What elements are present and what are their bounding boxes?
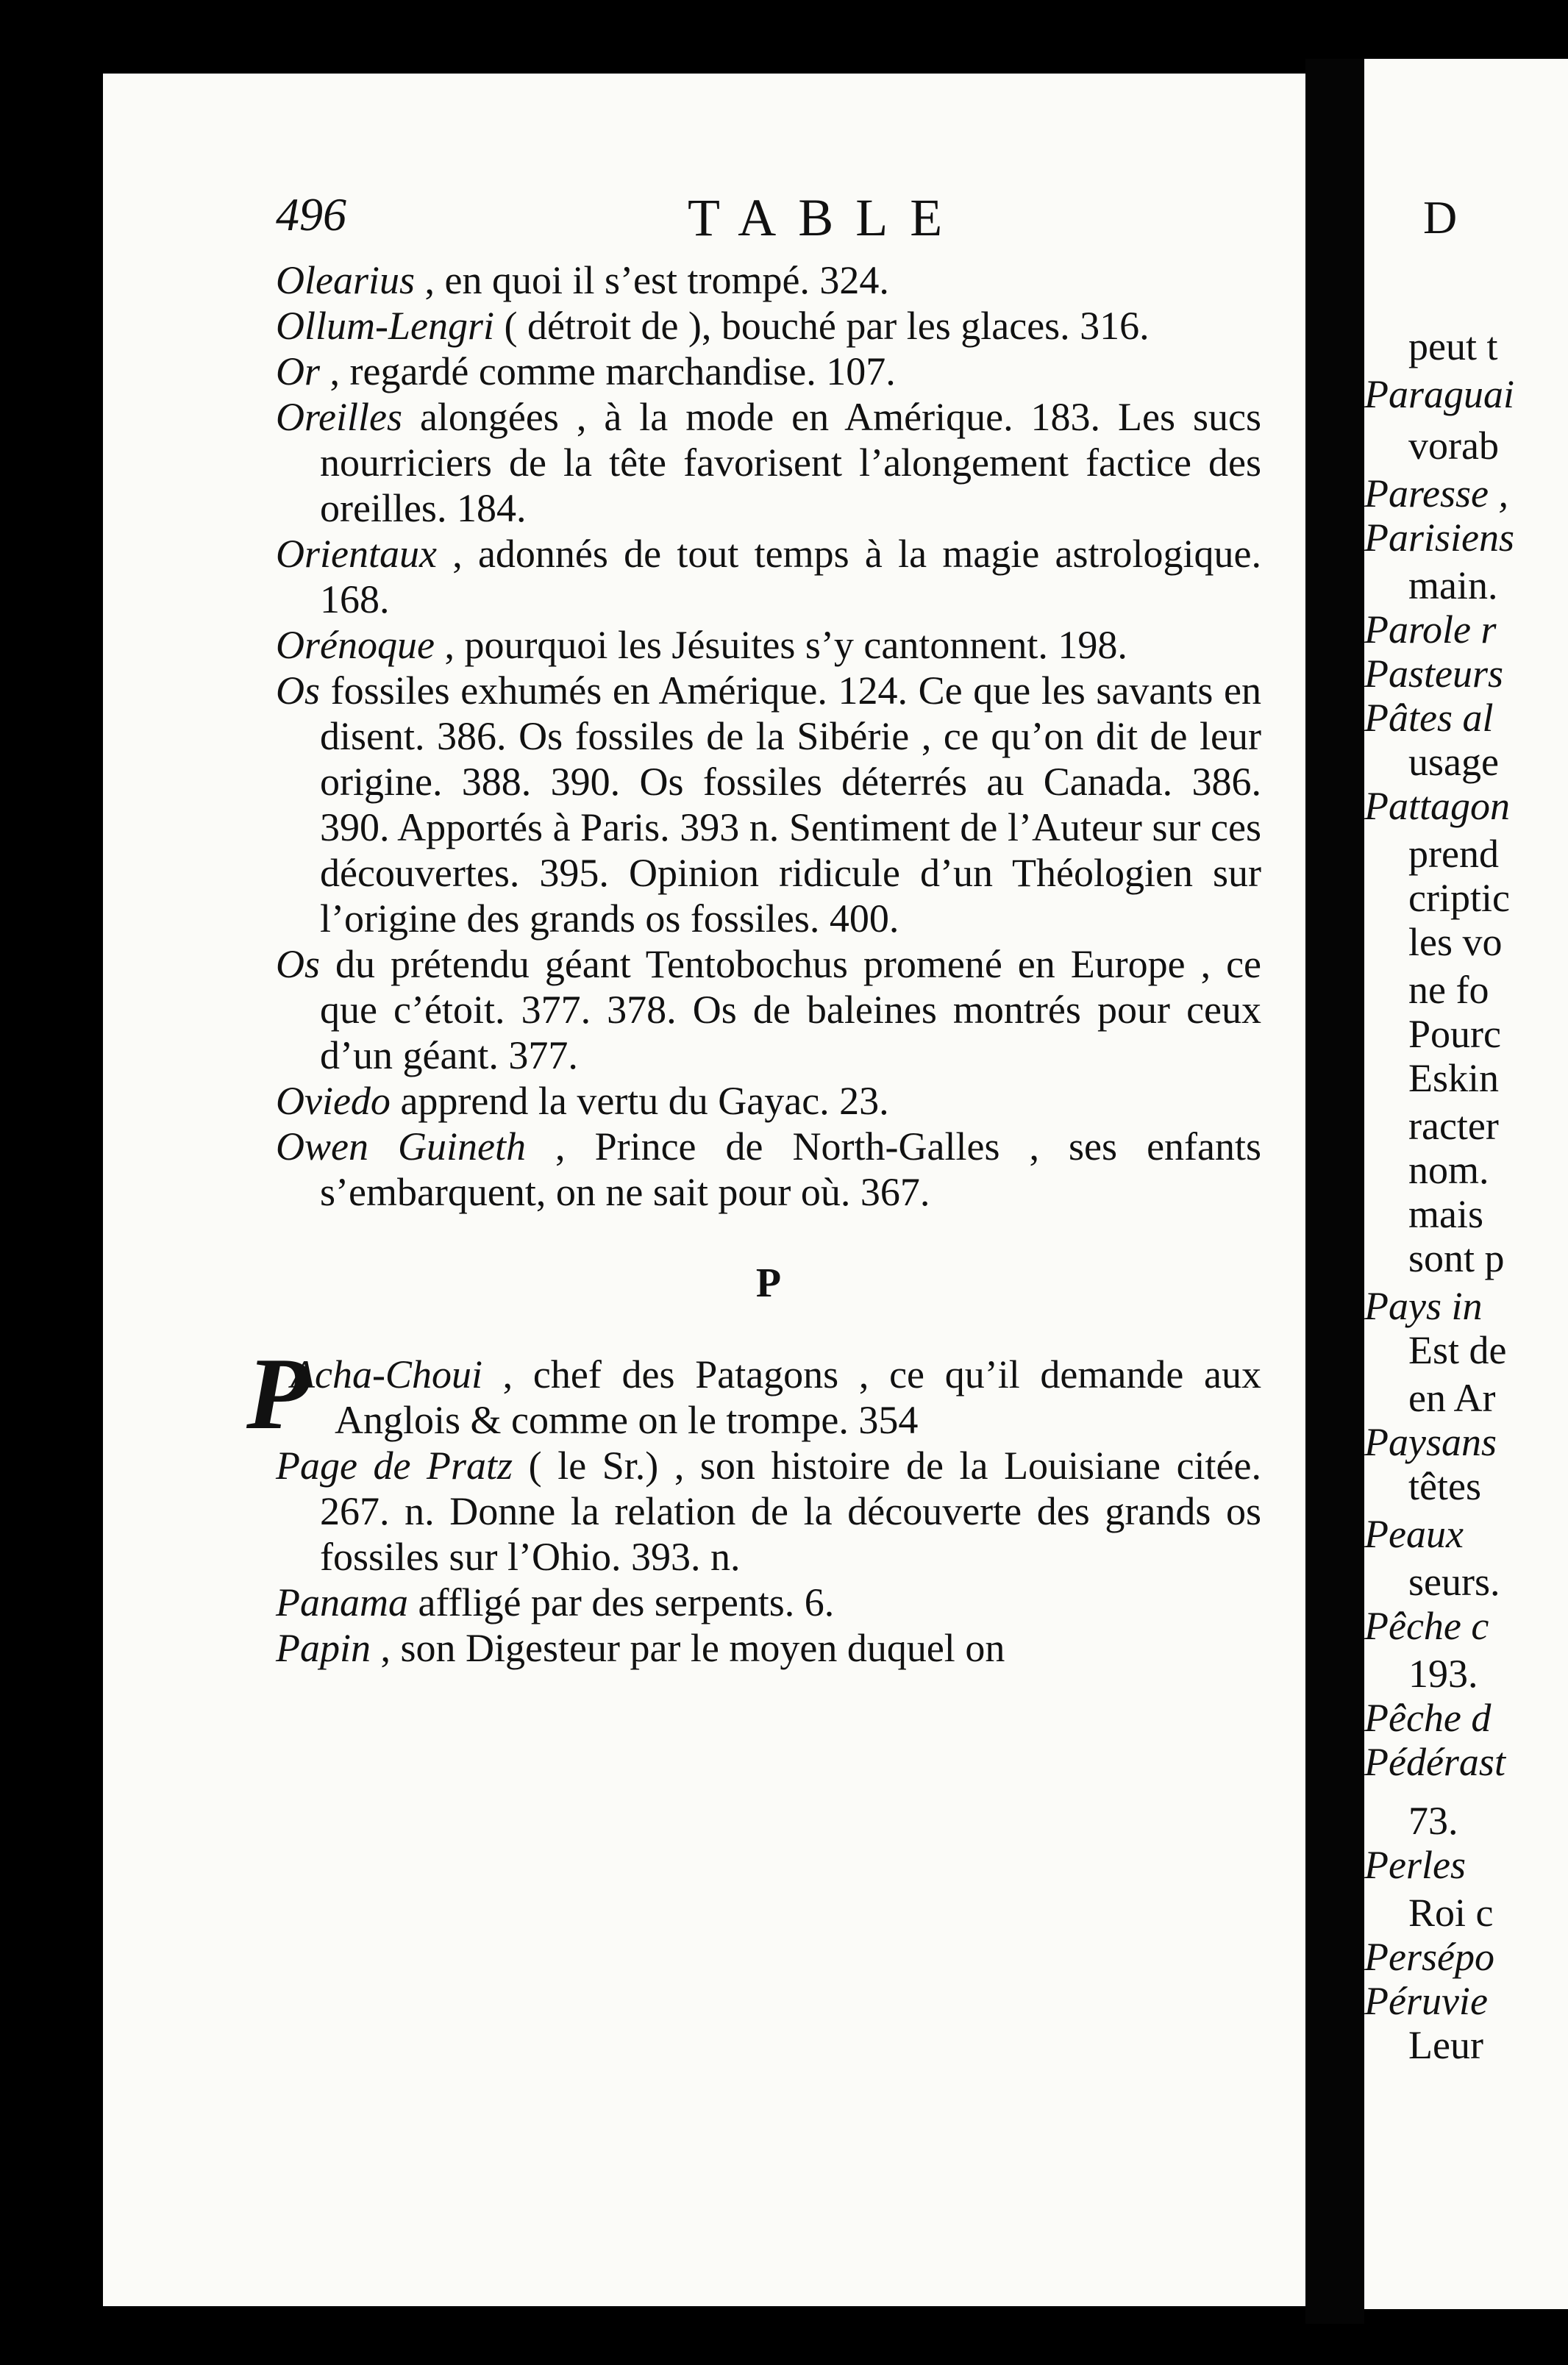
right-line: usage bbox=[1408, 740, 1499, 784]
right-line: Roi c bbox=[1408, 1891, 1494, 1935]
entry-text: du prétendu géant Tentobochus promené en Europe , ce que c’étoit. 377. 378. Os de baleines montrés pour ceux d’un géant. 377. bbox=[320, 942, 1261, 1077]
right-line: 193. bbox=[1408, 1652, 1478, 1696]
entry-text: , pourquoi les Jésuites s’y cantonnent. 198. bbox=[434, 623, 1127, 667]
right-headword: Peaux bbox=[1364, 1512, 1464, 1556]
index-entry bbox=[276, 668, 1261, 941]
section-letter: P bbox=[755, 1260, 782, 1306]
right-headword: Pêche d bbox=[1364, 1696, 1492, 1740]
entry-headword: Os bbox=[276, 668, 321, 713]
entry-text: , chef des Patagons , ce qu’il demande aux Anglois & comme on le trompe. 354 bbox=[335, 1352, 1261, 1442]
entry-text: , en quoi il s’est trompé. 324. bbox=[415, 258, 889, 302]
index-entry bbox=[276, 394, 1261, 531]
entry-headword: Page de Pratz bbox=[276, 1444, 513, 1488]
right-line: main. bbox=[1408, 563, 1498, 607]
entry-headword: Orientaux bbox=[276, 532, 437, 576]
entry-headword: Panama bbox=[276, 1580, 408, 1624]
right-headword: Péruvie bbox=[1364, 1979, 1488, 2023]
index-entries bbox=[246, 257, 1262, 1671]
right-headword: Pêche c bbox=[1364, 1604, 1489, 1648]
entry-headword: Orénoque bbox=[276, 623, 435, 667]
index-entry-with-dropcap bbox=[246, 1337, 1261, 1451]
index-entry bbox=[276, 257, 1261, 303]
right-line: Leur bbox=[1408, 2023, 1483, 2067]
entry-headword: Papin bbox=[276, 1626, 371, 1670]
index-entry bbox=[276, 1443, 1261, 1580]
index-entry bbox=[276, 531, 1261, 622]
right-running-title-fragment: D bbox=[1423, 191, 1458, 243]
entry-text: ( détroit de ), bouché par les glaces. 316. bbox=[494, 304, 1150, 348]
right-line: Pourc bbox=[1408, 1012, 1501, 1056]
right-headword: Pédérast bbox=[1364, 1740, 1505, 1784]
right-headword: Perles bbox=[1364, 1843, 1466, 1887]
entry-headword: Olearius bbox=[276, 258, 415, 302]
right-line: en Ar bbox=[1408, 1376, 1496, 1420]
right-page bbox=[1364, 59, 1568, 2309]
right-line: mais bbox=[1408, 1192, 1483, 1236]
index-entry bbox=[276, 1580, 1261, 1625]
right-line: peut t bbox=[1408, 324, 1498, 368]
entry-text: affligé par des serpents. 6. bbox=[407, 1580, 835, 1624]
right-line: Eskin bbox=[1408, 1056, 1500, 1100]
right-headword: Paresse , bbox=[1364, 471, 1508, 516]
entry-headword: Or bbox=[276, 349, 321, 393]
entry-text: apprend la vertu du Gayac. 23. bbox=[390, 1079, 889, 1123]
entry-headword: Os bbox=[276, 942, 321, 986]
right-headword: Pattagon bbox=[1364, 784, 1510, 828]
right-headword: Persépo bbox=[1364, 1935, 1494, 1979]
page-number: 496 bbox=[276, 188, 346, 240]
drop-cap: P bbox=[246, 1337, 310, 1451]
index-entry bbox=[276, 303, 1261, 349]
right-line: sont p bbox=[1408, 1236, 1505, 1280]
entry-text: fossiles exhumés en Amérique. 124. Ce que les savants en disent. 386. Os fossiles de la Sibérie , ce qu’on dit de leur origine. 388. 390. Os fossiles déterrés au Canada. 386. 390. Apportés à Paris. 393 n. Sentiment de l’Auteur sur ces découvertes. 395. Opinion ridicule d’un Théologien sur l’origine des grands os fossiles. 400. bbox=[320, 668, 1261, 941]
entry-text: alongées , à la mode en Amérique. 183. Les sucs nourriciers de la tête favorisent l’alongement factice des oreilles. 184. bbox=[320, 395, 1261, 530]
index-entry bbox=[276, 622, 1261, 668]
index-entry bbox=[276, 349, 1261, 394]
right-headword: Parisiens bbox=[1364, 516, 1515, 560]
book-gutter bbox=[1305, 59, 1364, 2324]
index-entry bbox=[276, 1124, 1261, 1215]
right-line: nom. bbox=[1408, 1148, 1489, 1192]
entry-headword: Oreilles bbox=[276, 395, 402, 439]
right-line: les vo bbox=[1408, 920, 1503, 964]
right-line: racter bbox=[1408, 1104, 1499, 1148]
right-headword: Parole r bbox=[1364, 607, 1497, 652]
index-entry bbox=[276, 1078, 1261, 1124]
entry-headword: Owen Guineth bbox=[276, 1124, 526, 1169]
index-entry bbox=[276, 1625, 1261, 1671]
entry-headword: Acha-Choui bbox=[291, 1352, 482, 1396]
running-title: TABLE bbox=[688, 188, 965, 247]
right-line: seurs. bbox=[1408, 1560, 1500, 1604]
right-headword: Paysans bbox=[1364, 1420, 1497, 1464]
right-line: 73. bbox=[1408, 1799, 1458, 1843]
right-headword: Pasteurs bbox=[1364, 652, 1503, 696]
entry-text: ( le Sr.) , son histoire de la Louisiane citée. 267. n. Donne la relation de la découverte des grands os fossiles sur l’Ohio. 393. n. bbox=[320, 1444, 1261, 1579]
index-entry bbox=[276, 941, 1261, 1078]
right-line: vorab bbox=[1408, 424, 1499, 468]
right-line: prend bbox=[1408, 832, 1499, 876]
right-headword: Pâtes al bbox=[1364, 696, 1494, 740]
right-line: criptic bbox=[1408, 876, 1510, 920]
entry-text: , regardé comme marchandise. 107. bbox=[320, 349, 896, 393]
page-header bbox=[276, 188, 1261, 261]
right-headword: Paraguai bbox=[1364, 372, 1515, 416]
right-headword: Pays in bbox=[1364, 1284, 1483, 1328]
entry-text: , son Digesteur par le moyen duquel on bbox=[371, 1626, 1005, 1670]
right-line: têtes bbox=[1408, 1464, 1481, 1508]
entry-headword: Oviedo bbox=[276, 1079, 391, 1123]
entry-headword: Ollum-Lengri bbox=[276, 304, 494, 348]
right-line: ne fo bbox=[1408, 968, 1489, 1012]
entry-text: , Prince de North-Galles , ses enfants s’embarquent, on ne sait pour où. 367. bbox=[320, 1124, 1262, 1214]
right-line: Est de bbox=[1408, 1328, 1507, 1372]
entry-text: , adonnés de tout temps à la magie astrologique. 168. bbox=[320, 532, 1261, 621]
